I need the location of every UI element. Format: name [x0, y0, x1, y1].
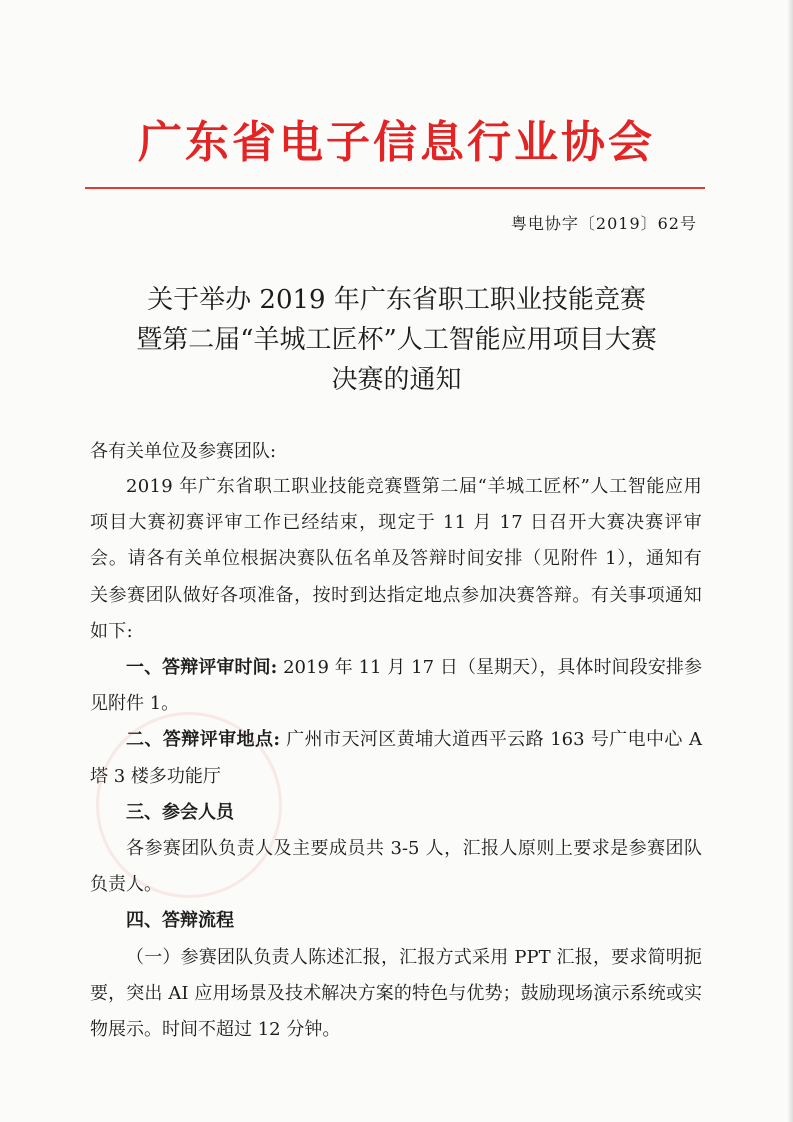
title-line-2: 暨第二届“羊城工匠杯”人工智能应用项目大赛: [136, 325, 657, 355]
intro-paragraph: 2019 年广东省职工职业技能竞赛暨第二届“羊城工匠杯”人工智能应用项目大赛初赛评审工作已经结束，现定于 11 月 17 日召开大赛决赛评审会。请各有关单位根据决赛队伍名单及答辩时间安排（见附件 1），通知有关参赛团队做好各项准备，按时到达指定地点参加决赛答辩。有关事项通知如下:: [90, 476, 702, 642]
document-number: 粤电协字〔2019〕62号: [510, 214, 697, 233]
letterhead-org-name: 广东省电子信息行业协会: [138, 117, 655, 168]
item-2-text: 广州市天河区黄埔大道西平云路 163 号广电中心 A 塔 3 楼多功能厅: [90, 729, 702, 787]
title-line-1: 关于举办 2019 年广东省职工职业技能竞赛: [147, 285, 646, 315]
item-2-label: 二、答辩评审地点:: [126, 729, 281, 751]
document-body: [90, 469, 702, 1048]
salutation: 各有关单位及参赛团队:: [90, 441, 277, 462]
item-1-label: 一、答辩评审时间:: [126, 657, 278, 679]
item-4-heading: 四、答辩流程: [126, 910, 234, 932]
letterhead-divider: [85, 187, 705, 189]
document-title: [0, 280, 793, 400]
title-line-3: 决赛的通知: [331, 365, 462, 395]
item-1-text: 2019 年 11 月 17 日（星期天），具体时间段安排参见附件 1。: [90, 657, 702, 715]
item-3-heading: 三、参会人员: [126, 801, 234, 823]
item-4-sub-1: （一）参赛团队负责人陈述汇报，汇报方式采用 PPT 汇报，要求简明扼要，突出 AI 应用场景及技术解决方案的特色与优势；鼓励现场演示系统或实物展示。时间不超过 12 分钟。: [90, 946, 702, 1041]
item-3-text: 各参赛团队负责人及主要成员共 3-5 人，汇报人原则上要求是参赛团队负责人。: [90, 838, 702, 896]
item-1-paragraph: [90, 650, 702, 722]
item-2-paragraph: [90, 722, 702, 794]
